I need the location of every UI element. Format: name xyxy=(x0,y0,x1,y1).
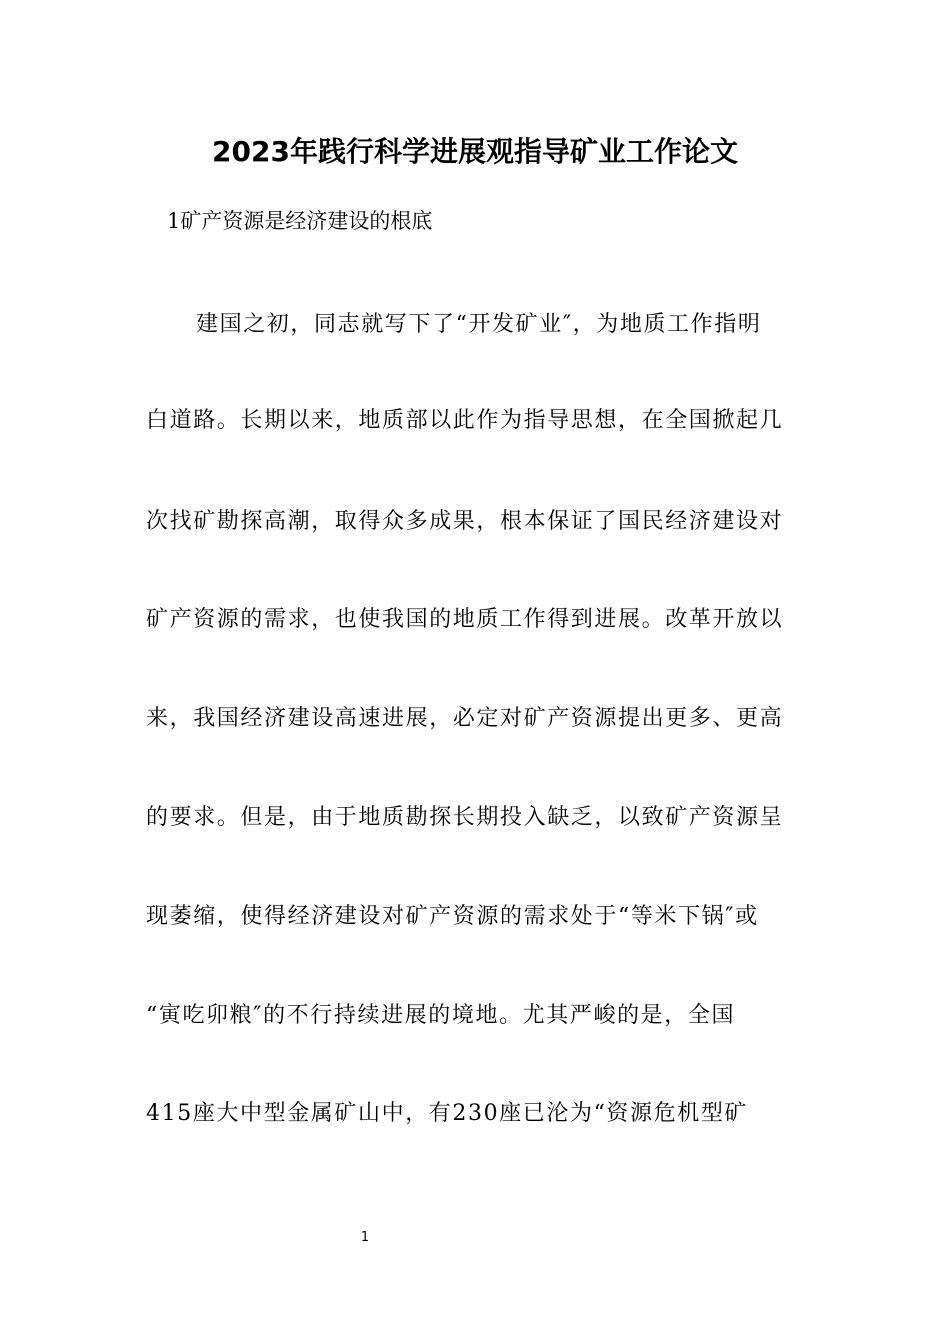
paragraph-line: 415座大中型金属矿山中，有230座已沦为“资源危机型矿 xyxy=(146,1101,749,1126)
paragraph-line: 的要求。但是，由于地质勘探长期投入缺乏，以致矿产资源呈 xyxy=(146,805,784,830)
paragraph-line: 建国之初，同志就写下了“开发矿业″，为地质工作指明 xyxy=(196,312,762,337)
paragraph-line: 来，我国经济建设高速进展，必定对矿产资源提出更多、更高 xyxy=(146,706,784,731)
paragraph-line: 现萎缩，使得经济建设对矿产资源的需求处于“等米下锅″或 xyxy=(146,904,759,929)
paragraph-line: 白道路。长期以来，地质部以此作为指导思想，在全国掀起几 xyxy=(146,408,784,433)
paragraph-line: 矿产资源的需求，也使我国的地质工作得到进展。改革开放以 xyxy=(146,607,784,632)
document-title: 2023年践行科学进展观指导矿业工作论文 xyxy=(212,135,738,168)
section-heading: 1矿产资源是经济建设的根底 xyxy=(167,209,433,233)
page-number: 1 xyxy=(360,1230,370,1245)
paragraph-line: 次找矿勘探高潮，取得众多成果，根本保证了国民经济建设对 xyxy=(146,509,784,534)
paragraph-line: “寅吃卯粮″的不行持续进展的境地。尤其严峻的是，全国 xyxy=(146,1003,736,1028)
